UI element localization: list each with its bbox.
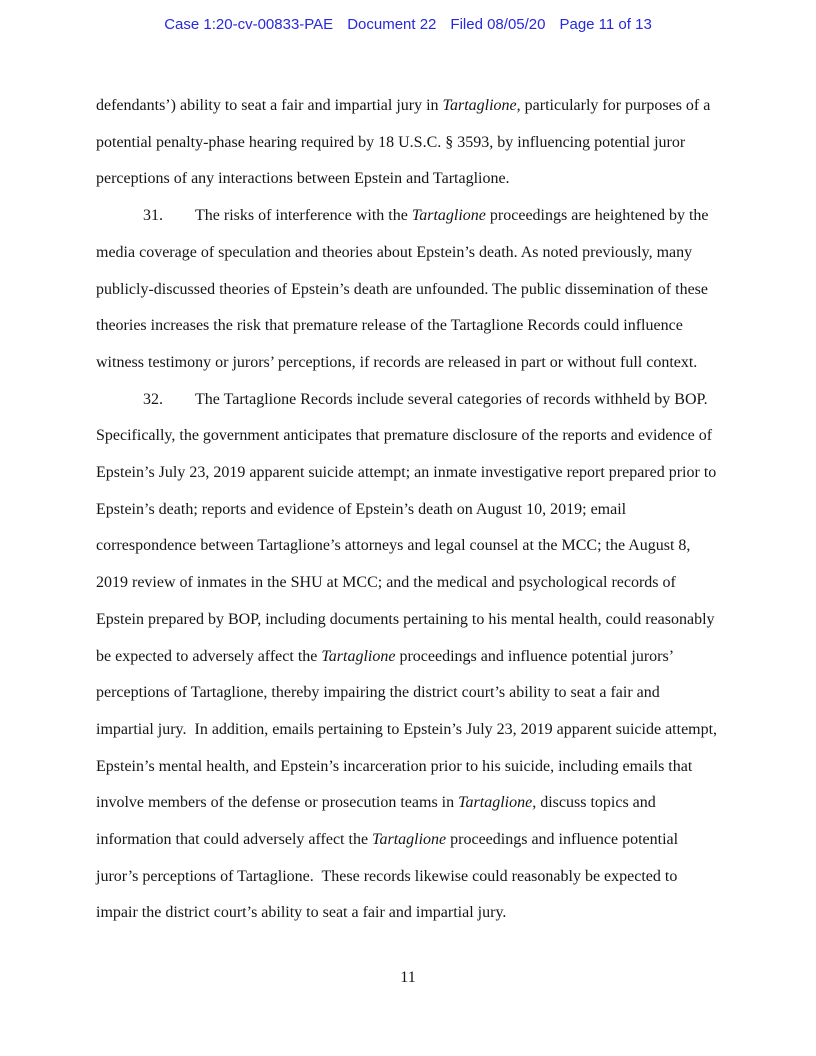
text-segment: proceedings and influence potential juror’s perceptions of Tartaglione. These records likewise could reasonably be expected to impair the district court’s ability to seat a fair and impartial jury. xyxy=(96,831,683,922)
document-body xyxy=(96,88,720,932)
stamp-page-indicator: Page 11 of 13 xyxy=(559,16,652,33)
text-segment: The risks of interference with the xyxy=(195,207,412,225)
ecf-stamp-header xyxy=(0,16,816,33)
text-segment: defendants’) ability to seat a fair and impartial jury in xyxy=(96,97,443,114)
case-name-italic: Tartaglione xyxy=(372,831,447,849)
page-number-footer xyxy=(0,969,816,987)
paragraph-continuation xyxy=(96,88,720,198)
text-segment: The Tartaglione Records include several categories of records withheld by BOP. Specifically, the government anticipates that premature disclosure of the reports and evidence of Epstein’s July 23, 2019 apparent suicide attempt; an inmate investigative report prepared prior to Epstein’s death; reports and evidence of Epstein’s death on August 10, 2019; email correspondence between Tartaglione’s attorneys and legal counsel at the MCC; the August 8, 2019 review of inmates in the SHU at MCC; and the medical and psychological records of Epstein prepared by BOP, including documents pertaining to his mental health, could reasonably be expected to adversely affect the xyxy=(96,390,721,665)
page-number: 11 xyxy=(400,969,416,986)
case-name-italic: Tartaglione xyxy=(458,794,533,812)
paragraph-31 xyxy=(96,198,720,382)
text-segment: , particularly for purposes of a potential penalty-phase hearing required by 18 U.S.C. § 3593, by influencing potential juror perceptions of any interactions between Epstein and Tartaglione. xyxy=(96,97,715,188)
stamp-document-number: Document 22 xyxy=(347,16,437,33)
text-segment: , discuss topics and information that could adversely affect the xyxy=(96,794,660,849)
stamp-case-number: Case 1:20-cv-00833-PAE xyxy=(164,16,334,33)
stamp-filed-date: Filed 08/05/20 xyxy=(450,16,546,33)
text-segment: proceedings and influence potential jurors’ perceptions of Tartaglione, thereby impairing the district court’s ability to seat a fair and impartial jury. In addition, emails pertaining to Epstein’s July 23, 2019 apparent suicide attempt, Epstein’s mental health, and Epstein’s incarceration prior to his suicide, including emails that involve members of the defense or prosecution teams in xyxy=(96,647,722,812)
case-name-italic: Tartaglione xyxy=(442,97,517,114)
paragraph-number: 31. xyxy=(143,207,163,225)
text-segment: proceedings are heightened by the media coverage of speculation and theories about Epstein’s death. As noted previously, many publicly-discussed theories of Epstein’s death are unfounded. The public dissemination of these theories increases the risk that premature release of the Tartaglione Records could influence witness testimony or jurors’ perceptions, if records are released in part or without full context. xyxy=(96,207,713,371)
case-name-italic: Tartaglione xyxy=(411,207,486,225)
paragraph-32 xyxy=(96,382,720,933)
paragraph-number: 32. xyxy=(143,390,163,408)
case-name-italic: Tartaglione xyxy=(321,647,396,665)
